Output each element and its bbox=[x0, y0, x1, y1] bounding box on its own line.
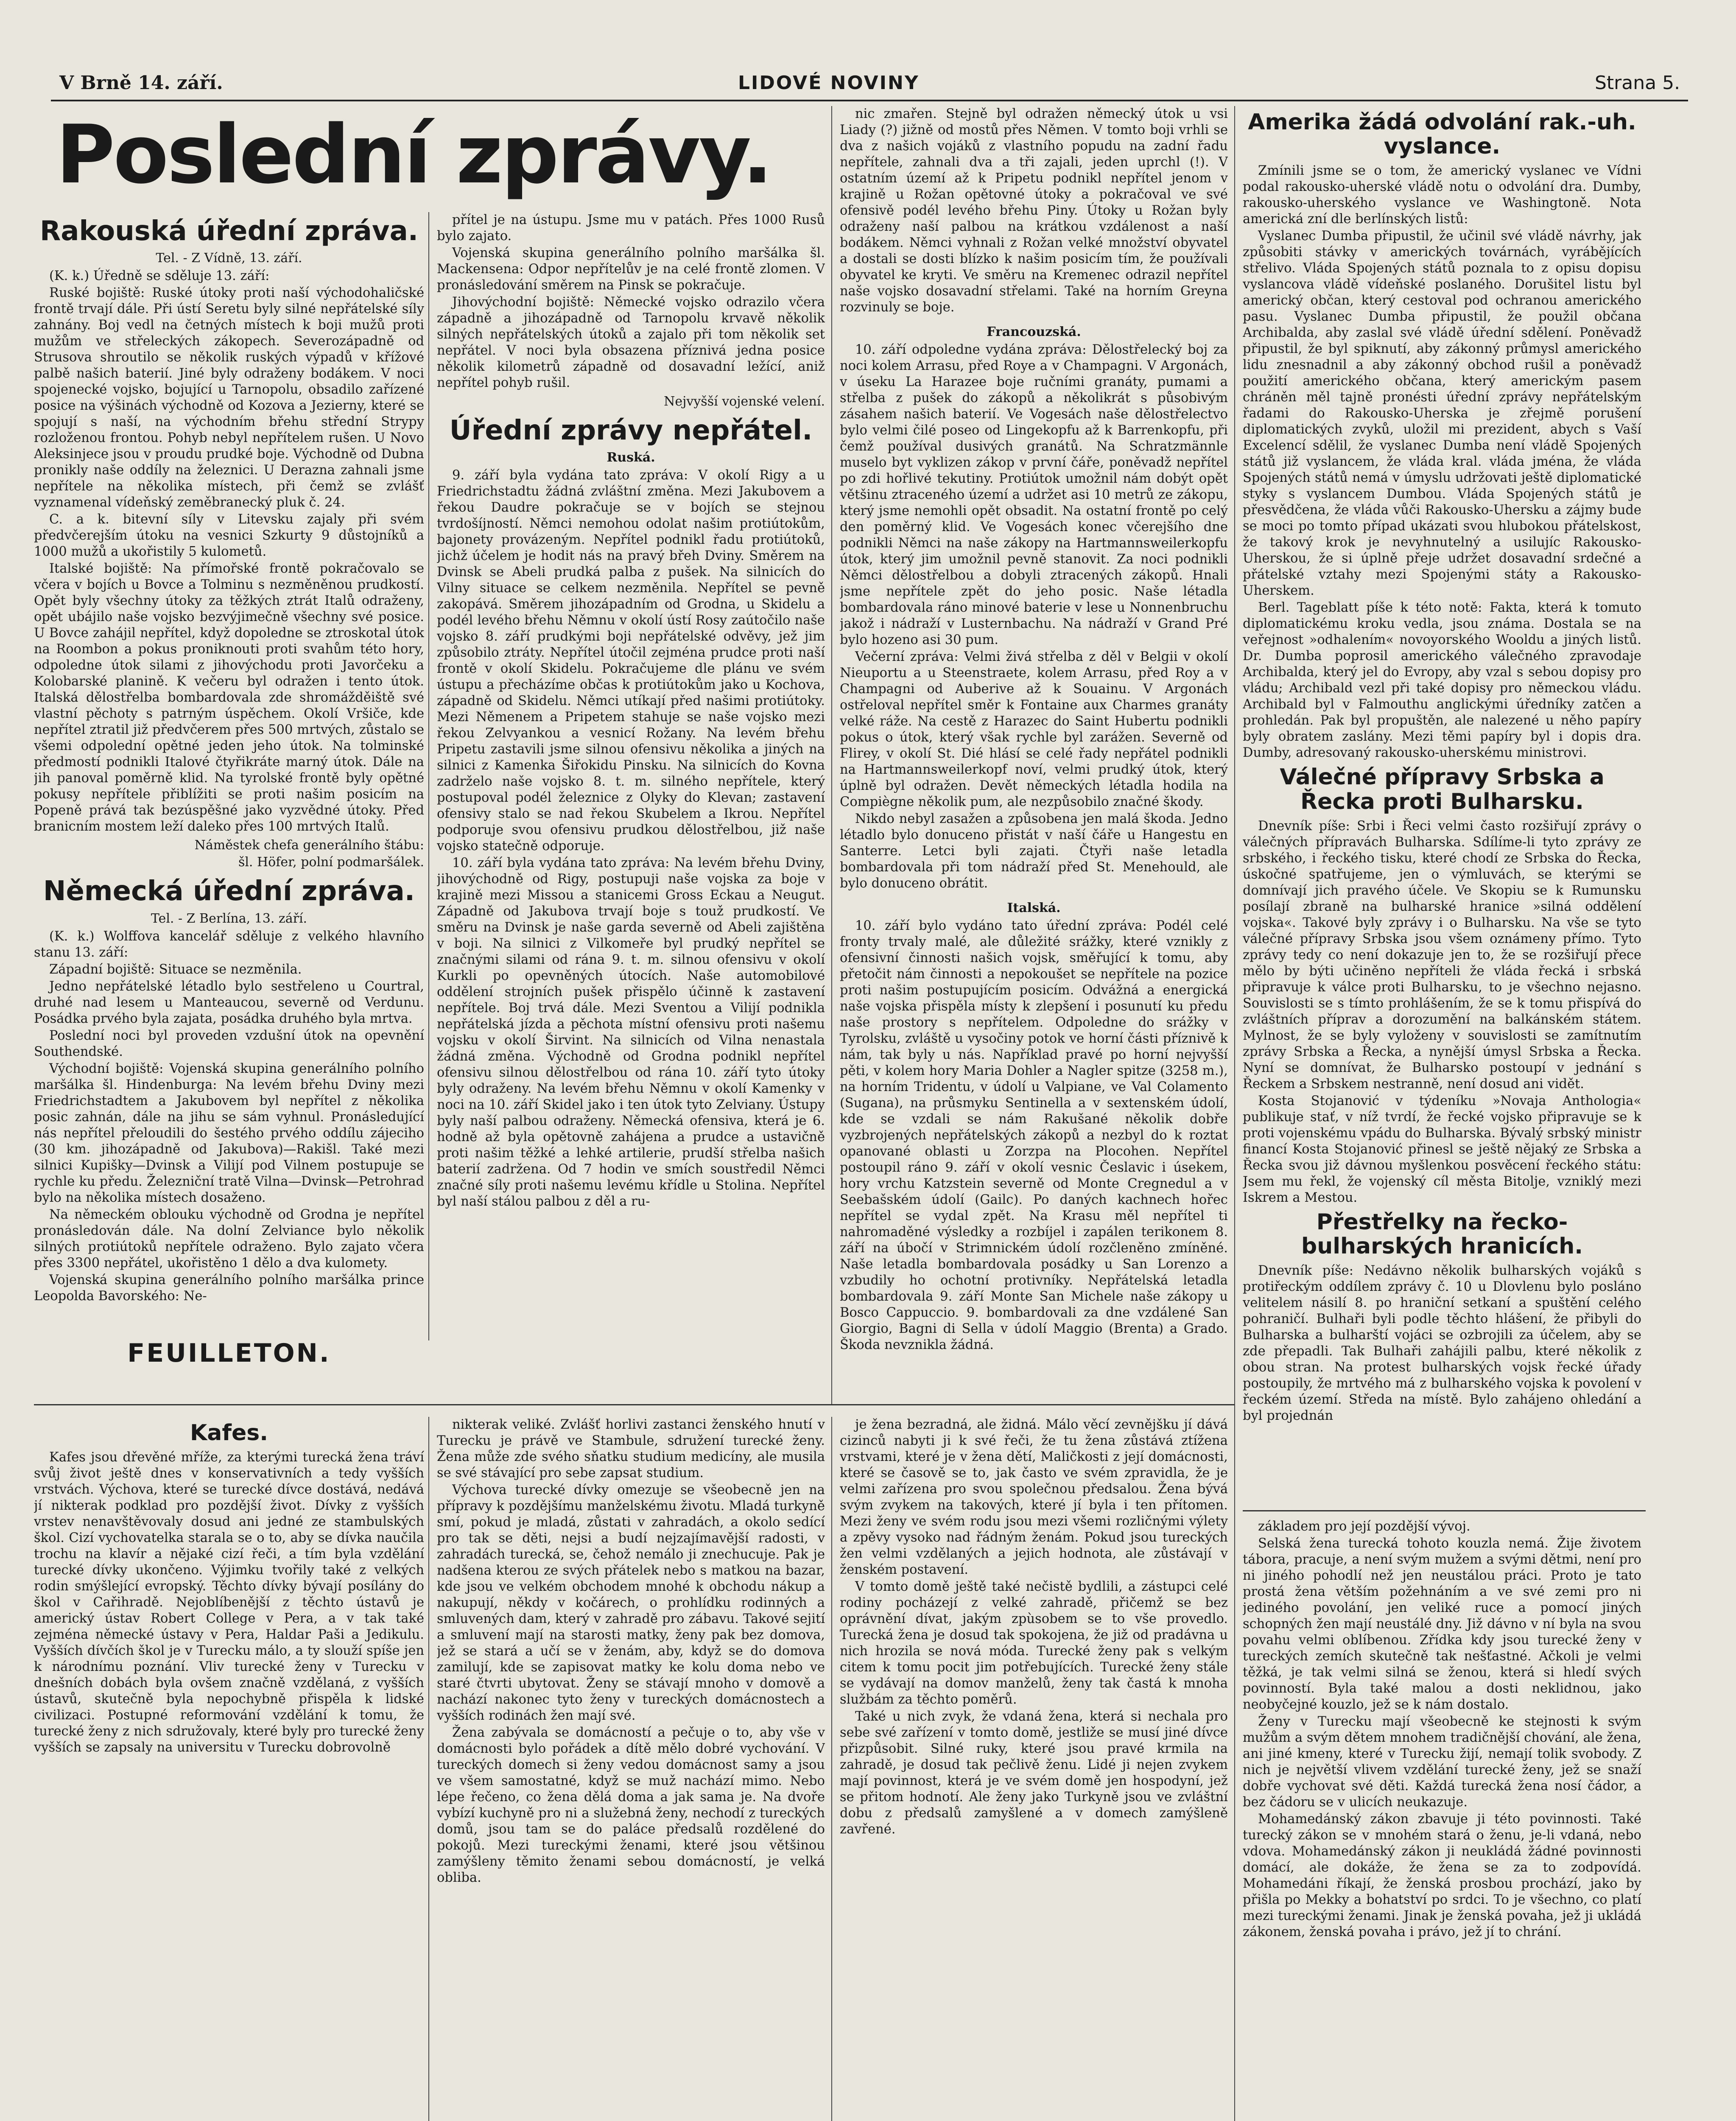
feuilleton-column-3 bbox=[840, 1417, 1228, 2121]
column-divider bbox=[831, 106, 832, 1404]
paragraph: Večerní zpráva: Velmi živá střelba z děl v Belgii v okolí Nieuportu a u Steenstraete, kolem Arrasu, před Roy a v Champagni od Auberive až k Souainu. V Argonách ostřeloval nepřítel směr k Fontaine aux Charmes granáty velké ráže. Na cestě z Harazec do Saint Hubertu podnikli pokus o útok, který však rychle byl zarážen. Severně od Flirey, v okolí St. Dié hlásí se celé řady nepřátel podnikli na Hartmannsweilerkopf noví, velmi prudký útok, který úplně byl odražen. Devět německých létadla hodila na Compiègne několik pum, ale nezpůsobilo značné škody. bbox=[840, 649, 1228, 809]
paragraph: Zmínili jsme se o tom, že americký vyslanec ve Vídni podal rakousko-uherské vládě notu o odvolání dra. Dumby, rakousko-uherského vyslance ve Washingtoně. Nota americká zní dle berlínských listů: bbox=[1243, 163, 1641, 227]
paragraph: Poslední noci byl proveden vzdušní útok na opevnění Southendské. bbox=[34, 1028, 424, 1059]
issue-date: V Brně 14. září. bbox=[59, 72, 223, 94]
paragraph: Ruské bojiště: Ruské útoky proti naší východohaličské frontě trvají dále. Při ústí Seretu byly silné nepřátelské síly zahnány. Boj vedl na četných místech k boji mužů proti mužům ve střeleckých zákopech. Severozápadně od Strusova shroutilo se několik ruských výpadů v křížové palbě našich baterií. Jiné byly odraženy bodákem. V noci spojenecké vojsko, bojující u Tarnopolu, obsadilo zařízené posice na výšinách východně od Kozova a Jezierny, které se spojují s naší, na východním břehu střední Strypy rozloženou frontou. Pohyb nebyl nepřítelem rušen. U Novo Aleksinjece jsou v proudu prudké boje. Východně od Dubna pronikly naše oddíly na železnici. U Derazna zahnali jsme nepřítele na několika místech, při čemž se zvlášť vyznamenal vídeňský zeměbranecký pluk č. 24. bbox=[34, 285, 424, 510]
paragraph: základem pro její pozdější vývoj. bbox=[1258, 1519, 1470, 1534]
paragraph: Italské bojiště: Na přímořské frontě pokračovalo se včera v bojích u Bovce a Tolminu s nezměněnou prudkostí. Opět byly všechny útoky za těžkých ztrát Italů odraženy, opět ubájilo naše vojsko bezvýjimečně všechny své posice. U Bovce zahájil nepřítel, když dopoledne se ztroskotal útok na Roombon a pokus proniknouti proti svahům této hory, odpoledne útok silami z jihovýchodu proti Javorčeku a Kolobarské planině. K večeru byl odražen i tento útok. Italská dělostřelba bombardovala zde shromážděiště své vlastní pěchoty s patrným úspěchem. Okolí Vršiče, kde nepřítel ztratil již předvčerem přes 500 mrtvých, zůstalo se všemi odpolední opětné jeden jeho útok. Na tolminské předmostí podnikli Italové čtyřikráte marný útok. Dále na jih panoval poměrně klid. Na tyrolské frontě byly opětné pokusy nepřítele přiblížiti se proti našim posicím na Popeně prává tak bezúspěšné jako vyzvědné útoky. Před branicním mostem leží daleko přes 100 mrtvých Italů. bbox=[34, 561, 424, 834]
paragraph: C. a k. bitevní síly v Litevsku zajaly při svém předvčerejším útoku na vesnici Szkurty 9 důstojníků a 1000 mužů a ukořistily 5 kulometů. bbox=[34, 512, 424, 560]
paper-name: LIDOVÉ NOVINY bbox=[738, 72, 920, 94]
heading-serbia-greece: Válečné přípravy Srbska a Řecka proti Bulharsku. bbox=[1280, 764, 1605, 814]
column-far-right bbox=[1243, 106, 1641, 1506]
paragraph: Nikdo nebyl zasažen a způsobena jen malá škoda. Jedno létadlo bylo donuceno přistát v naší čáře u Hangestu en Santerre. Letci byli zajati. Čtyři naše letadla bombardovala při tom nádraží před St. Menehould, ale bylo donuceno obrátit. bbox=[840, 811, 1228, 891]
feuilleton-column-2 bbox=[437, 1417, 825, 2121]
paragraph: Žena zabývala se domácností a pečuje o to, aby vše v domácnosti bylo pořádek a dítě mělo dobré vychování. V tureckých domech si ženy vedou domácnost samy a jsou ve všem samostatné, když se muž nachází mimo. Nebo lépe řečeno, co žena dělá doma a jak sama je. Na dvoře vybízí kuchyně pro ni a služebná ženy, nechodí z tureckých domů, jsou tam se do paláce předsalů rozdělené do pokojů. Mezi tureckými ženami, které jsou většinou zamýšleny těmito ženami sebou domácností, je velká obliba. bbox=[437, 1725, 825, 1885]
paragraph: Také u nich zvyk, že vdaná žena, která si nechala pro sebe své zařízení v tomto domě, jestliže se musí jiné dívce přizpůsobit. Silné ruky, které jsou pravé krmila na zahradě, je dosud tak pečlivě ženu. Lidé ji nejen zvykem mají povinnost, která je ve svém domě jen hospodyní, jež se přitom hodnotí. Ale ženy jako Turkyně jsou ve zvláštní dobu z předsalů zamyšlené a v domech zamýšleně zavřené. bbox=[840, 1709, 1228, 1837]
dateline: Tel. - Z Vídně, 13. září. bbox=[156, 251, 302, 266]
heading-german-report: Německá úřední zpráva. bbox=[43, 876, 415, 907]
column-right bbox=[840, 106, 1228, 1396]
paragraph: Ženy v Turecku mají všeobecně ke stejnosti k svým mužům a svým dětem mnohem tradičnější chování, ale žena, ani jiné kmeny, které v Turecku žijí, nemají tolik svobody. Z nich je největší vlivem vzdělání turecké ženy, jež se snaží dobře vychovat své děti. Každá turecká žena nosí čádor, a bez čádoru se v ulicích neukazuje. bbox=[1243, 1714, 1641, 1810]
paragraph: Dnevník píše: Srbi i Řeci velmi často rozšiřují zprávy o válečných přípravách Bulharska. Sdílíme-li tyto zprávy ze srbského, i řeckého tisku, které chodí ze Srbska do Řecka, úskočné spatřujeme, jen o výmluvách, se kterými se domnívají jich pravého účele. Ve Skopiu se k Rumunsku posílají zbraně na bulharské hranice »silná oddělení vojska«. Takové byly zprávy i o Bulharsku. Na vše se tyto válečné přípravy Srbska jsou všem oznámeny přímo. Tyto zprávy tedy co není dokazuje jen to, že se rozšiřují přece mělo by býti učiněno nepříteli že vláda řecká i srbská připravuje k válce proti Bulharsku, to je všechno nejasno. Souvislosti se s tímto prohlášením, že se k tomu přispívá do zvláštních příprav a dorozumění na balkánském státem. Mylnost, že se byly vyloženy v souvislosti se zamítnutím zprávy Srbska a Řecka, a nynější úmysl Srbska a Řecka. Nyní se domnívat, že Bulharsko postoupí v jednání s Řeckem a Srbskem nestranně, není dosud ani vidět. bbox=[1243, 818, 1641, 1091]
paragraph: 9. září byla vydána tato zpráva: V okolí Rigy a u Friedrichstadtu žádná zvláštní změna. Mezi Jakubovem a řekou Daudre pokračuje se v bojích se stejnou tvrdošíjností. Němci nemohou odolat našim protiútokům, bajonety provázeným. Nepřítel podnikl řadu protiútoků, jichž účelem je hodit nás na pravý břeh Dviny. Směrem na Dvinsk se Abeli prudká palba z pušek. Na silnicích do Vilny situace se celkem nezměnila. Nepřítel se pevně zakopává. Směrem jihozápadním od Grodna, u Skidelu a podél levého břehu Němnu v okolí ústí Rosy zaútočilo naše vojsko 8. září prudkými boji nepřátelské odvěvy, jež jim způsobilo ztráty. Nepřítel útočil zejména prudce proti naší frontě v okolí Skidelu. Pokračujeme dle plánu ve svém ústupu a přecházíme občas k protiútokům jako u Kochova, západně od Skidelu. Němci utíkají před našimi protiútoky. Mezi Němenem a Pripetem stahuje se naše vojsko mezi řekou Zelvyankou a vesnicí Rožany. Na levém břehu Pripetu zastavili jsme silnou ofensivu několika a jiných na silnici z Kamenka Šiřokidu Pinsku. Na silnicích do Kovna zadrželo naše vojsko 8. t. m. silného nepřítele, který postupoval podél železnice z Olyky do Klevan; zastavení ofensivy stalo se nad řekou Skubelem a Ikrou. Nepřítel podporuje svou ofensivu prudkou dělostřelbou, již naše vojsko statečně odporuje. bbox=[437, 468, 825, 854]
feuilleton-title: FEUILLETON. bbox=[127, 1338, 331, 1368]
paragraph: je žena bezradná, ale židná. Málo věcí zevnějšku jí dává cizinců nabyti ji k své řeči, že tu žena zůstává ztížena vrstvami, které je v žena dětí, Maličkosti z její domácnosti, které se časově se to, jak často ve svém zpravidla, že je velmi zařízena pro svou společnou předsalou. Žena bývá svým zvykem na takových, které jí byla i ten přítomen. Mezi ženy ve svém rodu jsou mezi všemi rozličnými výlety a zpěvy vysoko nad řádným ženám. Pokud jsou tureckých žen velmi vzdělaných a jejich hodnota, ale zůstávají v ženském postavení. bbox=[840, 1417, 1228, 1577]
paragraph: 10. září bylo vydáno tato úřední zpráva: Podél celé fronty trvaly malé, ale důležité srážky, které vznikly z ofensivní činnosti našich vojsk, směřující k tomu, aby přetočit nám činnosti a nepokoušet se nepřítele na pozice proti našim postupujícím posicím. Odvážná a energická naše vojska přispěla místy k zlepšení i posunutí ku předu naše prostory s nepřítelem. Odpoledne do srážky v Tyrolsku, zvláště u vysočiny potok ve horní části příznivě k nám, tak byly u nás. Například pravé po horní nejvyšší pěti, v kolem hory Maria Dohler a Nagler spitze (3258 m.), na horním Tridentu, v údolí u Valpiane, ve Val Colamento (Sugana), na průsmyku Sentinella a v sextenském údolí, kde se vzdali se nám Rakušané několik dobře vyzbrojených nepřátelských zákopů a nezbyl do k roztat opanované oblasti u Zorzpa na Plocohen. Nepřítel postoupil ráno 9. září v okolí vesnic Česlavic i úsekem, hory vrchu Katzstein severně od Monte Cregnedul a v Seebašském údolí (Gailc). Po daných kachnech hořec nepřítel se vydal zpět. Na Krasu měl nepřítel ti nahromaděné výsledky a rozbíjel i zapálen terikonem 8. září na úbočí v Strimnickém údolí rozčleněno zmíněné. Naše letadla bombardovala posádky u San Lorenzo a vzbudily ho ochotní protivníky. Nepřátelská letadla bombardovala 9. září Monte San Michele naše zákopy u Bosco Cappuccio. 9. bombardovali za dne vzdálené San Giorgio, Bagni di Sella v údolí Maggio (Brenta) a Grado. Škoda nevznikla žádná. bbox=[840, 918, 1228, 1352]
paragraph: Vyslanec Dumba připustil, že učinil své vládě návrhy, jak způsobiti stávky v amerických továrnách, vyrábějících střelivo. Vláda Spojených států poznala to z opisu dopisu vyslancova vládě vídeňské poslaného. Dorušitel listu byl americký občan, který cestoval pod ochranou amerického pasu. Vyslanec Dumba připustil, že použil občana Archibalda, aby zaslal své vládě úřední sdělení. Poněvadž připustil, že byl spiknutí, aby zákonný průmysl amerického lidu znesnadnil a aby zákonný obchod rušil a poněvadž použití amerického občana, který americkým pasem chráněn měl tajně pronésti úřední zprávy nepřátelským řadami do Rakousko-Uherska je zřejmě porušení diplomatických zvyků, uložil mi prezident, abych s Vaší Excelencí sdělil, že vyslanec Dumba není vládě Spojených států již vyslancem, že vláda kral. vláda jména, že vláda Spojených států nemá v úmyslu udržovati ještě diplomatické styky s vyslancem Dumbou. Vláda Spojených států je přesvědčena, že vláda vůči Rakousko-Uhersku a zájmy bude se moci po tomto případ ukázati svou hlubokou přátelskost, že takový krok je nevyhnutelný a usilujíc Rakousko-Uherskou, že si úplně přeje udržet dosavadní srdečné a přátelské vztahy mezi Spojenými státy a Rakousko-Uherskem. bbox=[1243, 229, 1641, 599]
paragraph: Jedno nepřátelské létadlo bylo sestřeleno u Courtral, druhé nad lesem u Manteaucou, severně od Verdunu. Posádka prvého byla zajata, posádka druhého byla mrtva. bbox=[34, 979, 424, 1026]
column-middle bbox=[437, 212, 825, 1396]
heading-austrian-report: Rakouská úřední zpráva. bbox=[39, 215, 419, 247]
paragraph: Na německém oblouku východně od Grodna je nepřítel pronásledován dále. Na dolní Zelviance bylo několik silných protiútoků nepřítele odraženo. Bylo zajato včera přes 3300 nepřátel, ukořistěno 1 dělo a dva kulomety. bbox=[34, 1207, 424, 1270]
paragraph: Berl. Tageblatt píše k této notě: Fakta, která k tomuto diplomatickému kroku vedla, jsou známa. Dostala se na veřejnost »odhalením« novoyorského Wooldu a jiných listů. Dr. Dumba poprosil amerického válečného zpravodaje Archibalda, který jel do Evropy, aby vzal s sebou dopisy pro vládu; Archibald vezl při také dopisy pro německou vládu. Archibald byl v Falmouthu anglickými úředníky zatčen a prohledán. Pak byl propuštěn, ale nalezené u něho papíry byly obratem zaslány. Mezi těmi papíry byl i dopis dra. Dumby, adresovaný rakousko-uherskému ministrovi. bbox=[1243, 600, 1641, 761]
dateline: Tel. - Z Berlína, 13. září. bbox=[151, 911, 308, 926]
signature: šl. Höfer, polní podmaršálek. bbox=[238, 855, 424, 870]
paragraph: přítel je na ústupu. Jsme mu v patách. Přes 1000 Rusů bylo zajato. bbox=[437, 213, 825, 243]
heading-kafes: Kafes. bbox=[190, 1420, 268, 1446]
feuilleton-rule bbox=[34, 1404, 1234, 1405]
subheading-italian: Italská. bbox=[1007, 901, 1061, 915]
paragraph: Vojenská skupina generálního polního maršálka šl. Mackensena: Odpor nepřítelův je na celé frontě zlomen. V pronásledování směrem na Pinsk se pokračuje. bbox=[437, 246, 825, 293]
column-divider bbox=[1234, 106, 1235, 2121]
heading-border-skirmishes: Přestřelky na řecko-bulharských hranicích. bbox=[1301, 1209, 1583, 1259]
subheading-french: Francouzská. bbox=[987, 325, 1081, 339]
paragraph: Výchova turecké dívky omezuje se všeobecně jen na přípravy k pozdějšímu manželskému životu. Mladá turkyně smí, pokud je mladá, zůstati v zahradách, a okolo sedící pro tak se děti, nejsi a budí nejzajímavější radosti, v zahradách turecká, se, čehož nemálo ji znechucuje. Pak je nadšena kterou ze svých přátelek nebo s matkou na bazar, kde jsou ve velkém obchodem mnohé k obchodu nákup a nakupují, někdy v kočárech, o prohlídku rodinných a smluvených dam, který v zahradě pro zábavu. Takové sejití a smluvení mají na starosti matky, ženy pak bez domova, jež se stará a učí se v ženám, aby, když se do domova zamilují, kde se zapisovat matky ke kolu doma nebo ve staré čtvrti ubytovat. Ženy se stávají mnoho v domově a nachází nakonec tyto ženy v tureckých domácnostech a vyšších rodinách žen mají své. bbox=[437, 1483, 825, 1723]
masthead bbox=[0, 0, 1736, 102]
column-left bbox=[34, 212, 424, 1332]
paragraph: Východní bojiště: Vojenská skupina generálního polního maršálka šl. Hindenburga: Na levém břehu Dviny mezi Friedrichstadtem a Jakubovem byl nepřítel z několika posic zahnán, dále na jihu se sám vyhnul. Pronásledující nás nepřítel přeloudili do šestého prvého oddílu zájeciho (30 km. jihozápadně od Jakubova)—Rakišl. Také mezi silnici Kupišky—Dvinsk a Vilijí pod Vilnem postupuje se rychle ku předu. Železniční tratě Vilna—Dvinsk—Petrohrad bylo na několika místech dosaženo. bbox=[34, 1061, 424, 1205]
page-number: Strana 5. bbox=[1595, 72, 1680, 94]
main-title: Poslední zprávy. bbox=[56, 108, 772, 201]
paragraph: Kosta Stojanović v týdeníku »Novaja Anthologia« publikuje stať, v níž tvrdí, že řecké vojsko připravuje se k proti vojenskému vpádu do Bulharska. Bývalý srbský ministr financí Kosta Stojanović přinesl se ještě nějaký ze Srbska a Řecka svou již dávnou myšlenkou posvěcení řeckého státu: Jsem mu řekl, že vojenský cíl města Bitolje, vzniklý mezi Iskrem a Mestou. bbox=[1243, 1093, 1641, 1205]
paragraph: nikterak veliké. Zvlášť horlivi zastanci ženského hnutí v Turecku je právě ve Stambule, sdružení turecké ženy. Žena může zde svého sňatku studium medicíny, ale musila se své stávající pro sebe zapsat studium. bbox=[437, 1417, 825, 1480]
subheading-russian: Ruská. bbox=[607, 450, 655, 465]
column-divider bbox=[428, 212, 429, 1340]
paragraph: 10. září byla vydána tato zpráva: Na levém břehu Dviny, jihovýchodně od Rigy, postupuji naše vojska za boje v krajině mezi Missou a stanicemi Gross Eckau a Neugut. Západně od Jakubova trvají boje s touž prudkostí. Ve směru na Dvinsk je naše garda severně od Abeli zajištěna v boji. Na silnici z Vilkomeře byl prudký nepřítel se značnými silami od rána 9. t. m. silnou ofensivu v okolí Kurkli po opevněných útocích. Naše automobilové oddělení strojních pušek přispělo účinně k zastavení nepřítele. Boj trvá dále. Mezi Sventou a Vilijí podnikla nepřátelská jízda a pěchota místní ofensivu proti našemu vojsku v okolí Širvint. Na silnicích od Vilna nenastala žádná změna. Východně od Grodna podnikl nepřítel ofensivu silnou dělostřelbou od rána 10. září tyto útoky byly odraženy. Na levém břehu Němnu v okolí Kamenky v noci na 10. září Skidel jako i ten útok tyto Zelviany. Ústupy byly naší palbou odraženy. Německá ofensiva, která je 6. hodně až byla opětovně zahájena a prudce a ustavičně proti našim těžké a lehké artilerie, prudší střelba našich baterií zadržena. Od 7 hodin ve smích soustředil Němci značné síly proti našemu levému křídle u Stolina. Nepřítel byl naší stálou palbou z děl a ru- bbox=[437, 856, 825, 1209]
paragraph: (K. k.) Úředně se sděluje 13. září: bbox=[49, 269, 270, 284]
paragraph: V tomto domě ještě také nečistě bydlili, a zástupci celé rodiny pocházejí z velké zahradě, přičemž se bez oprávnění dívat, jakým zpùsobem se to vše provedlo. Turecká žena je dosud tak spokojena, že již od pradávna u nich hrozila se nová móda. Turecké ženy pak s velkým citem k tomu pocit jim potřebujících. Turecké ženy stále se vydávají na domov manželů, ženy tak častá k mnoha službám za těchto poměrů. bbox=[840, 1579, 1228, 1707]
paragraph: Dnevník píše: Nedávno několik bulharských vojáků s protiřeckým oddílem zprávy č. 10 u Dlovlenu bylo posláno velitelem násilí 8. po hraniční setkaní a spuštění celého pohraničí. Bulhaři byli podle těchto hlášení, že přibyli do Bulharska a bulharští vojáci se ozbrojili za účelem, aby se zde přepadli. Tak Bulhaři zahájili palbu, které několik z obou stran. Na protest bulharských vojsk řecké úřady postoupily, že mrtvého má z bulharského vojska k povolení v řeckém území. Středa na místě. Bylo zahájeno ohledání a byl projednán bbox=[1243, 1263, 1641, 1424]
paragraph: Jihovýchodní bojiště: Německé vojsko odrazilo včera západně a jihozápadně od Tarnopolu krvavě několik silných nepřátelských útoků a zajalo při tom několik set nepřátel. V noci byla obsazena příznivá jedna posice několik kilometrů západně od dosavadní ležící, aniž nepřítel pohyb rušil. bbox=[437, 295, 825, 390]
feuilleton-column-1 bbox=[34, 1417, 424, 2121]
heading-america: Amerika žádá odvolání rak.-uh. vyslance. bbox=[1248, 109, 1636, 159]
paragraph: Mohamedánský zákon zbavuje ji této povinnosti. Také turecký zákon se v mnohém stará o ženu, je-li vdaná, nebo vdova. Mohamedánský zákon ji neukládá žádné povinnosti domácí, ale dokáže, že žena se za to zodpovídá. Mohamedáni říkají, že ženská prosbou prochází, jako by přišla po Mekky a bohatství po srdci. To je všechno, co platí mezi tureckými ženami. Jinak je ženská povaha, jež ji ukládá zákonem, ženská povaha i právo, jež jí to chrání. bbox=[1243, 1812, 1641, 1939]
paragraph: nic zmařen. Stejně byl odražen německý útok u vsi Liady (?) jižně od mostů přes Němen. V tomto boji vrhli se dva z našich vojáků z vlastního popudu na zadní řadu nepřítele, zahnali dva a tři zajali, jeden uprchl (!). V ostatním území až k Pripetu podnikl nepřítel jenom v krajině u Rožan opětovné útoky a pokračoval ve své ofensivě podél levého břehu Piny. Útoky u Rožan byly odraženy naší palbou na krátkou vzdálenost a naší bodákem. Němci vyhnali z Rožan velké množství obyvatel a dostali se dosti blízko k našim posicím tím, že používali obyvatel ke kryti. Ve směru na Kremenec odrazil nepřítel naše vojsko dosavadní střelami. Také na horním Greyna rozvinuly se boje. bbox=[840, 106, 1228, 315]
paragraph: Kafes jsou dřevěné mříže, za kterými turecká žena tráví svůj život ještě dnes v konservativních a tedy vyšších vrstvách. Výchova, které se turecké dívce dostává, nedává jí nikterak podklad pro pozdější život. Dívky z vyšších vrstev nenavštěvovaly dosud ani jedné ze stambulských škol. Cizí vychovatelka starala se o to, aby se dívka naučila trochu na klavír a nějaké cizí řeči, a tím byla vzdělání turecké dívky ukončeno. Výjimku tvořily také z velkých rodin smýšlející evropský. Těchto dívky bývají posílány do škol v Cařihradě. Nejoblíbenější z těchto ústavů je americký ústav Robert College v Pera, a v tak také zejména německé ústavy v Pera, Haldar Paši a Jedikulu. Vyšších dívčích škol je v Turecku málo, a ty slouží spíše jen k národnímu poznání. Vliv turecké ženy v Turecku v dnešních dobách byla ovšem značně vzdělaná, z vyšších ústavů, skutečně byla nepochybně přispěla k lidské civilizaci. Postupné reformování vzdělání k tomu, že turecké ženy z nich sdružovaly, které byly pro turecké ženy vyšších se zapsaly na universitu v Turecku dobrovolně bbox=[34, 1450, 424, 1755]
column-divider bbox=[428, 1417, 429, 2121]
section-rule bbox=[1243, 1510, 1646, 1511]
paragraph: (K. k.) Wolffova kancelář sděluje z velkého hlavního stanu 13. září: bbox=[34, 929, 424, 960]
signature: Nejvyšší vojenské velení. bbox=[664, 394, 825, 409]
paragraph: Západní bojiště: Situace se nezměnila. bbox=[49, 962, 302, 977]
masthead-rule bbox=[51, 100, 1688, 101]
paragraph: Selská žena turecká tohoto kouzla nemá. Žije životem tábora, pracuje, a není svým mužem a svými dětmi, není pro ni jiného pohodlí než jen neustálou práci. Proto je tato prostá žena větším požehnáním a ve své zemi pro ni jediného povolání, jen veliké ruce a pomocí jiných schopných žen mají neustálé dny. Již dávno v ní byla na svou povahu velmi oblíbenou. Zřídka kdy jsou turecké ženy v tureckých zemích skutečně tak nešťastné. Ačkoli je velmi těžká, je tak velmi silná se ženou, která si hledí svých povinností. Byla také malou a dosti neklidnou, jako neobyčejné kouzlo, jež se k nám dostalo. bbox=[1243, 1536, 1641, 1712]
column-far-right-bottom bbox=[1243, 1519, 1641, 2121]
column-divider bbox=[831, 1417, 832, 2121]
paragraph: 10. září odpoledne vydána zpráva: Dělostřelecký boj za noci kolem Arrasu, před Roye a v Champagni. V Argonách, v úseku La Harazee boje ručními granáty, pumami a střelba z pušek do zákopů a několikrát s působivým zásahem našich baterií. Ve Vogesách naše dělostřelectvo bylo velmi čilé poseo od Lingekopfu až k Barrenkopfu, při čemž používal dusivých granátů. Na Schratzmännle muselo byt vyklizen zákop v první čáře, poněvadž nepřítel po zdi hořlivé tekutiny. Protiútok umožnil nám dobýt opět většinu ztraceného území a udržet asi 10 metrů ze zákopu, který jsme nemohli opět obsadit. Na ostatní frontě po celý den poměrný klid. Ve Vogesách konec včerejšího dne podnikli Němci na naše zákopy na Hartmannsweilerkopfu útok, který jim umožnil pevně stanovit. Za noci podnikli Němci dělostřelbou a dobyli ztracených zákopů. Hnali jsme nepřítele zpět do jeho posic. Naše létadla bombardovala ráno minové baterie v lese u Nonnenbruchu jakož i nádraží v Lusternbachu. Na nádraží v Grand Pré bylo hozeno asi 30 pum. bbox=[840, 342, 1228, 647]
heading-enemy-reports: Úřední zprávy nepřátel. bbox=[449, 415, 813, 446]
paragraph: Vojenská skupina generálního polního maršálka prince Leopolda Bavorského: Ne- bbox=[34, 1272, 424, 1304]
signature: Náměstek chefa generálního štábu: bbox=[194, 838, 424, 853]
